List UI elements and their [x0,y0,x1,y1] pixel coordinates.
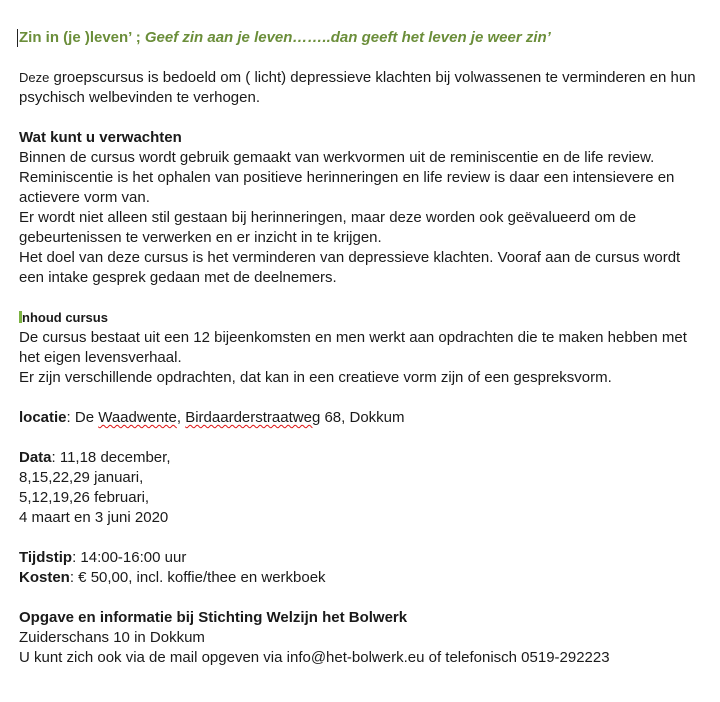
expect-line: Reminiscentie is het ophalen van positieve herinneringen en life review is daar een intensievere en actievere vorm van. [19,169,675,206]
dates-line: 8,15,22,29 januari, [19,469,144,486]
location-label: locatie [19,409,67,426]
dates-line: 5,12,19,26 februari, [19,489,150,506]
title-main: Zin in (je )leven’ ; [19,29,145,46]
contents-line: De cursus bestaat uit een 12 bijeenkomsten en men werkt aan opdrachten die te maken hebben met het eigen levensverhaal. [19,329,687,366]
contact-address: Zuiderschans 10 in Dokkum [19,629,205,646]
time-line: Tijdstip: 14:00-16:00 uur [19,549,187,566]
dates-label: Data [19,449,52,466]
intro-paragraph [19,68,706,108]
cost-line: Kosten: € 50,00, incl. koffie/thee en werkboek [19,569,326,586]
dates-line: 4 maart en 3 juni 2020 [19,509,169,526]
expect-line: Binnen de cursus wordt gebruik gemaakt van werkvormen uit de reminiscentie en de life review. [19,149,655,166]
contact-mail-line: U kunt zich ook via de mail opgeven via info@het-bolwerk.eu of telefonisch 0519-292223 [19,649,610,666]
title-tagline: Geef zin aan je leven……..dan geeft het leven je weer zin’ [144,29,551,46]
intro-text: groepscursus is bedoeld om ( licht) depressieve klachten bij volwassenen te verminderen en hun psychisch welbevinden te verhogen. [19,69,696,106]
contents-line: Er zijn verschillende opdrachten, dat kan in een creatieve vorm zijn of een gespreksvorm. [19,369,612,386]
venue-name: Waadwente [98,409,177,426]
text-cursor [17,29,18,47]
contact-heading: Opgave en informatie bij Stichting Welzijn het Bolwerk [19,609,408,626]
contents-heading: nhoud cursus [19,308,706,328]
document-title [19,28,706,48]
expect-line: Het doel van deze cursus is het verminderen van depressieve klachten. Vooraf aan de cursus wordt een intake gesprek gedaan met de deelnemers. [19,249,681,286]
expect-heading: Wat kunt u verwachten [19,129,182,146]
dates-first-line: Data: 11,18 december, [19,449,171,466]
location-line: locatie: De Waadwente, Birdaarderstraatweg 68, Dokkum [19,409,405,426]
cost-label: Kosten [19,569,70,586]
intro-lead: Deze [19,70,50,85]
street-name: Birdaarderstraatweg [185,409,321,426]
expect-line: Er wordt niet alleen stil gestaan bij herinneringen, maar deze worden ook geëvalueerd om de gebeurtenissen te verwerken en er inzicht in te krijgen. [19,209,637,246]
time-label: Tijdstip [19,549,73,566]
